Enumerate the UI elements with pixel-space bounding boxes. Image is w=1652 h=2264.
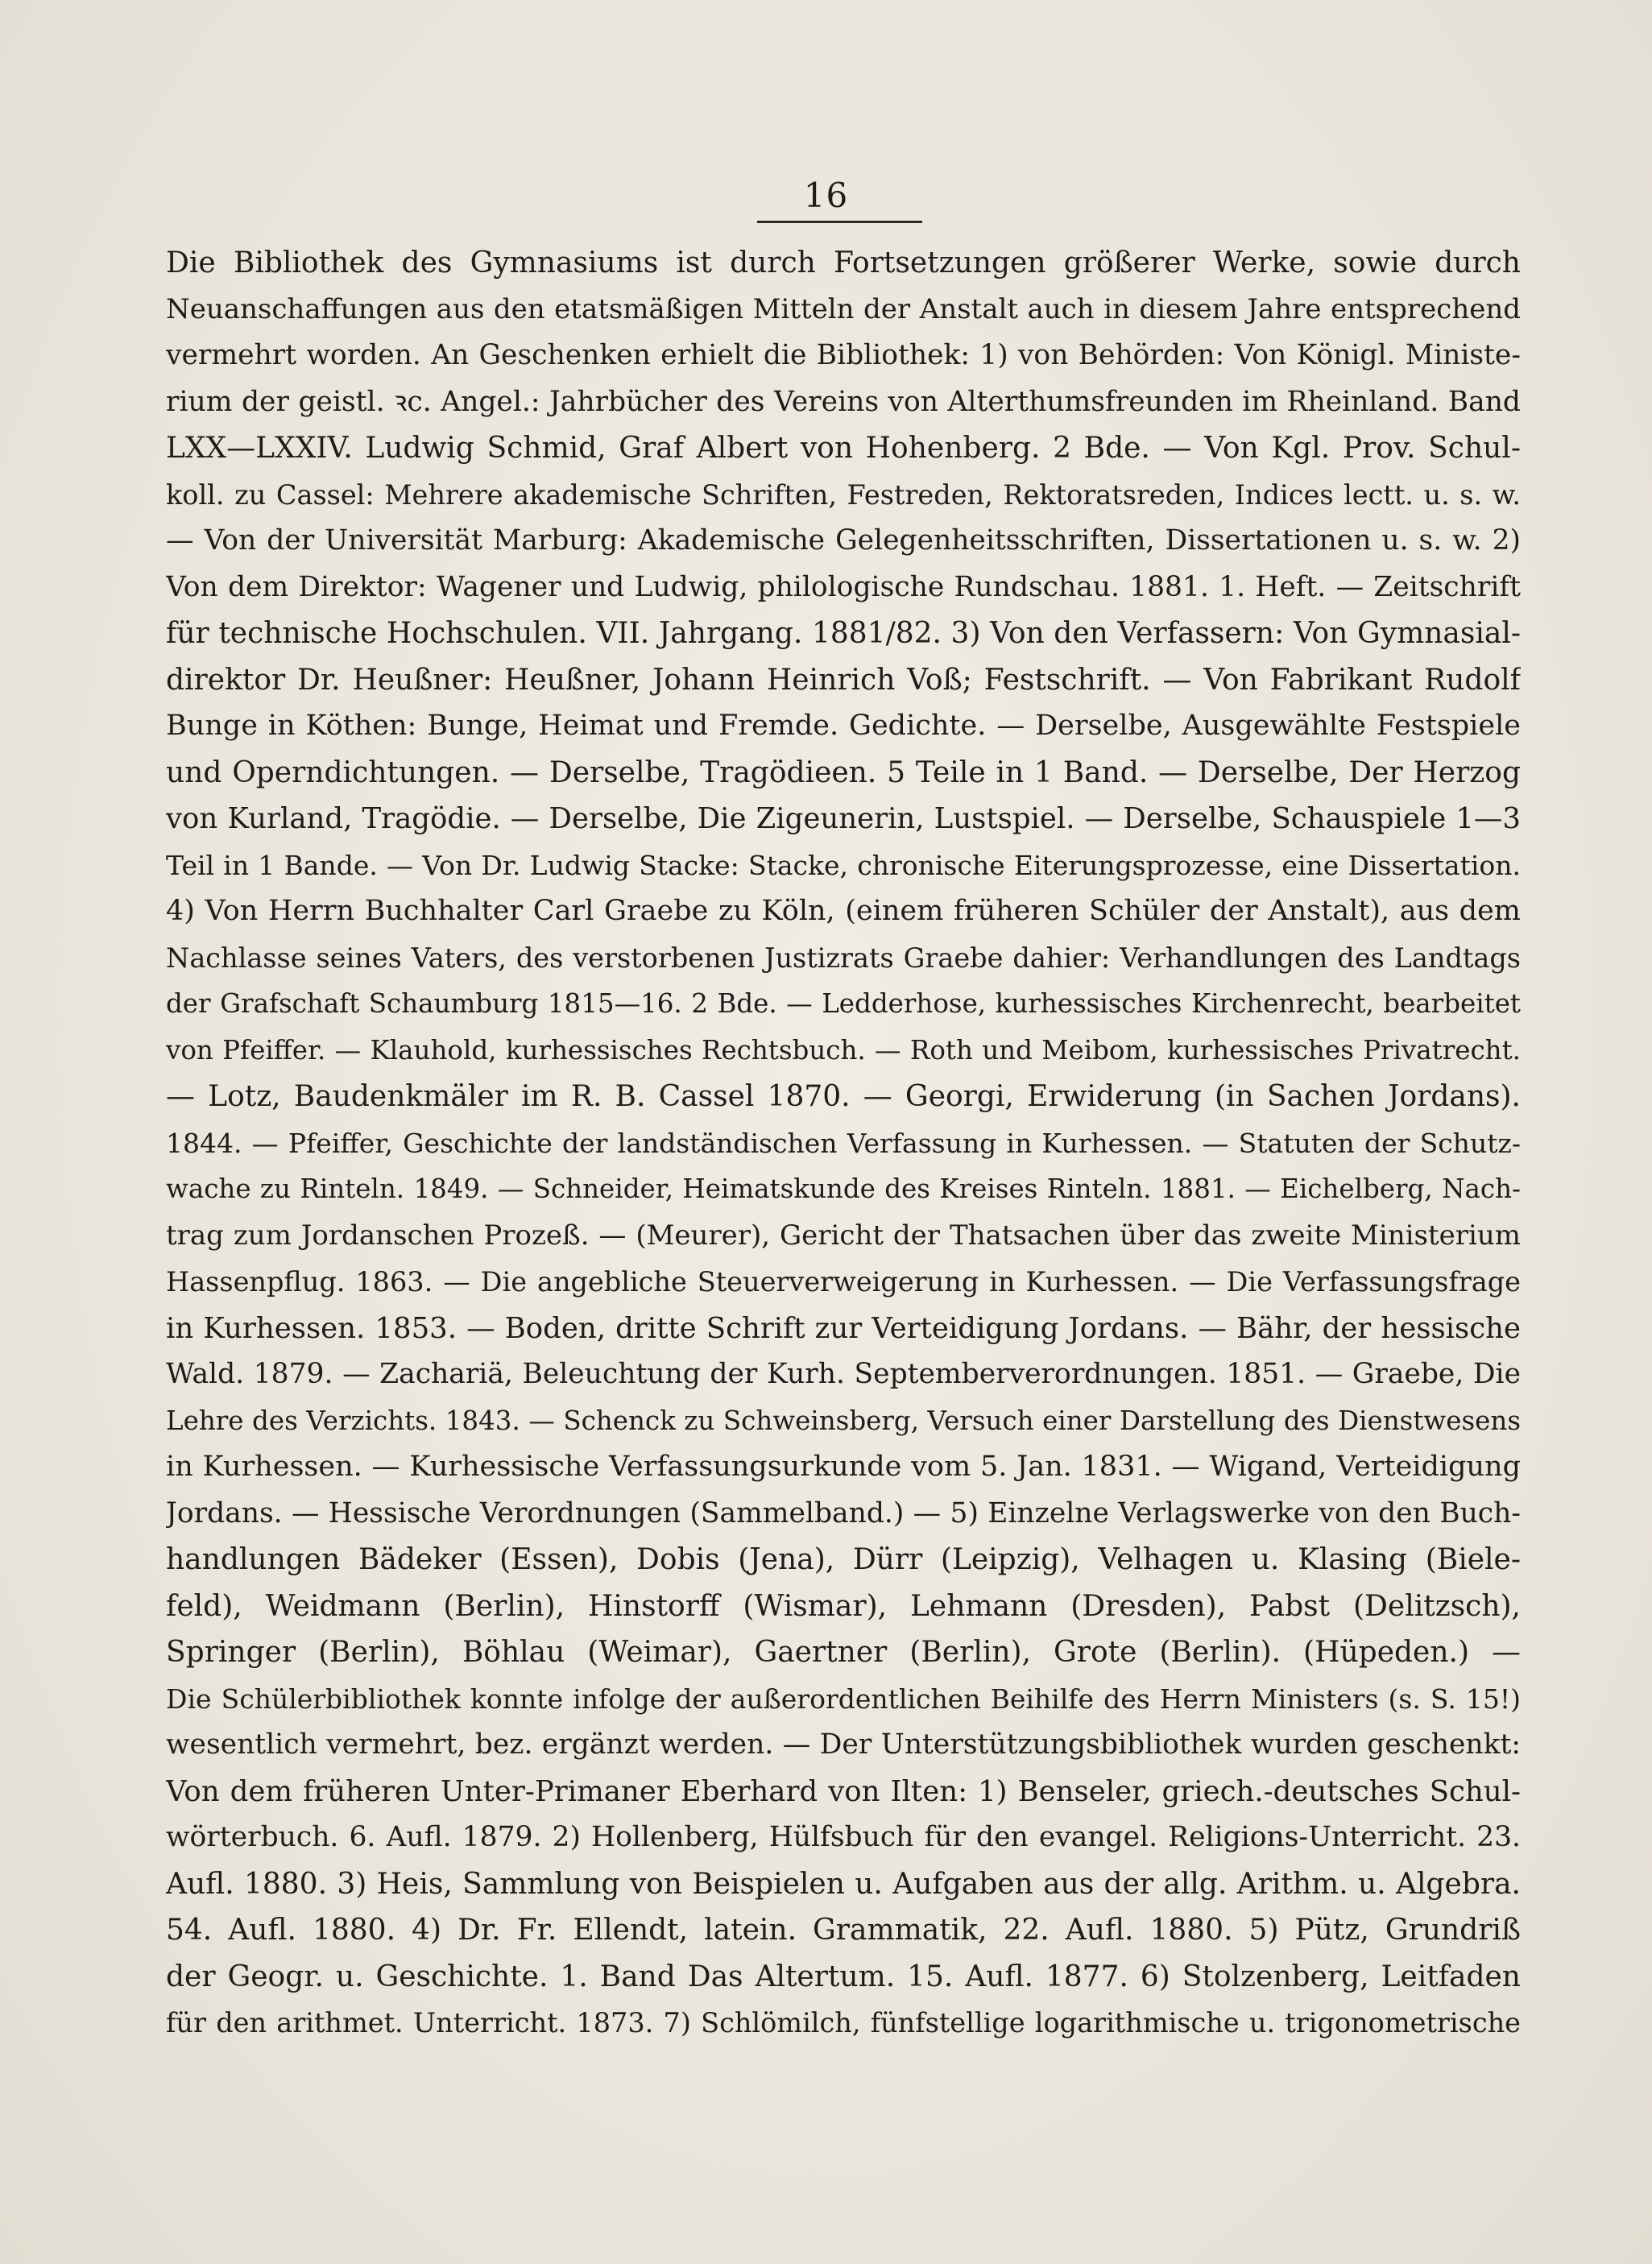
text-line: der Grafschaft Schaumburg 1815—16. 2 Bde. — Ledderhose, kurhessisches Kirchenrecht, bearbeitet bbox=[166, 988, 1521, 1019]
body-text bbox=[166, 240, 1521, 2047]
text-line: wache zu Rinteln. 1849. — Schneider, Heimatskunde des Kreises Rinteln. 1881. — Eichelberg, Nach- bbox=[166, 1173, 1521, 1204]
text-line: Springer (Berlin), Böhlau (Weimar), Gaertner (Berlin), Grote (Berlin). (Hüpeden.) — bbox=[166, 1636, 1521, 1669]
text-line: rium der geistl. ꝛc. Angel.: Jahrbücher des Vereins von Alterthumsfreunden im Rheinland. Band bbox=[166, 385, 1521, 418]
text-line: und Operndichtungen. — Derselbe, Tragödieen. 5 Teile in 1 Band. — Derselbe, Der Herzog bbox=[166, 755, 1521, 789]
text-line: in Kurhessen. — Kurhessische Verfassungsurkunde vom 5. Jan. 1831. — Wigand, Verteidigung bbox=[166, 1451, 1521, 1483]
text-line: Bunge in Köthen: Bunge, Heimat und Fremde. Gedichte. — Derselbe, Ausgewählte Festspiele bbox=[166, 710, 1521, 742]
page-number-rule bbox=[757, 221, 922, 223]
text-line: handlungen Bädeker (Essen), Dobis (Jena), Dürr (Leipzig), Velhagen u. Klasing (Biele- bbox=[166, 1543, 1521, 1576]
text-line: — Von der Universität Marburg: Akademische Gelegenheitsschriften, Dissertationen u. s. w. 2) bbox=[166, 524, 1521, 557]
page-number: 16 bbox=[803, 176, 849, 215]
text-line: wörterbuch. 6. Aufl. 1879. 2) Hollenberg, Hülfsbuch für den evangel. Religions-Unterricht. 23. bbox=[166, 1821, 1521, 1853]
text-line: Neuanschaffungen aus den etatsmäßigen Mitteln der Anstalt auch in diesem Jahre entsprechend bbox=[166, 292, 1521, 325]
text-line: Aufl. 1880. 3) Heis, Sammlung von Beispielen u. Aufgaben aus der allg. Arithm. u. Algebra. bbox=[166, 1867, 1521, 1901]
text-line: Von dem früheren Unter-Primaner Eberhard von Ilten: 1) Benseler, griech.-deutsches Schul- bbox=[166, 1774, 1521, 1808]
text-line: Wald. 1879. — Zachariä, Beleuchtung der Kurh. Septemberverordnungen. 1851. — Graebe, Die bbox=[166, 1358, 1521, 1390]
text-line: — Lotz, Baudenkmäler im R. B. Cassel 1870. — Georgi, Erwiderung (in Sachen Jordans). bbox=[166, 1080, 1521, 1113]
text-line: direktor Dr. Heußner: Heußner, Johann Heinrich Voß; Festschrift. — Von Fabrikant Rudolf bbox=[166, 663, 1521, 697]
text-line: koll. zu Cassel: Mehrere akademische Schriften, Festreden, Rektoratsreden, Indices lectt. u. s. w. bbox=[166, 478, 1521, 511]
text-line: Jordans. — Hessische Verordnungen (Sammelband.) — 5) Einzelne Verlagswerke von den Buch- bbox=[166, 1496, 1521, 1529]
text-line: wesentlich vermehrt, bez. ergänzt werden. — Der Unterstützungsbibliothek wurden geschenkt: bbox=[166, 1728, 1521, 1761]
text-line: der Geogr. u. Geschichte. 1. Band Das Altertum. 15. Aufl. 1877. 6) Stolzenberg, Leitfaden bbox=[166, 1960, 1521, 1993]
text-line: von Kurland, Tragödie. — Derselbe, Die Zigeunerin, Lustspiel. — Derselbe, Schauspiele 1—3 bbox=[166, 802, 1521, 835]
text-line: in Kurhessen. 1853. — Boden, dritte Schrift zur Verteidigung Jordans. — Bähr, der hessische bbox=[166, 1311, 1521, 1345]
text-line: von Pfeiffer. — Klauhold, kurhessisches Rechtsbuch. — Roth und Meibom, kurhessisches Privatrecht. bbox=[166, 1034, 1521, 1066]
text-line: Von dem Direktor: Wagener und Ludwig, philologische Rundschau. 1881. 1. Heft. — Zeitschrift bbox=[166, 570, 1521, 603]
text-line: vermehrt worden. An Geschenken erhielt die Bibliothek: 1) von Behörden: Von Königl. Ministe- bbox=[166, 339, 1521, 371]
text-line: für technische Hochschulen. VII. Jahrgang. 1881/82. 3) Von den Verfassern: Von Gymnasial- bbox=[166, 617, 1521, 650]
text-line: feld), Weidmann (Berlin), Hinstorff (Wismar), Lehmann (Dresden), Pabst (Delitzsch), bbox=[166, 1589, 1521, 1623]
text-line: Teil in 1 Bande. — Von Dr. Ludwig Stacke: Stacke, chronische Eiterungsprozesse, eine Dissertation. bbox=[166, 849, 1521, 881]
text-line: Die Schülerbibliothek konnte infolge der außerordentlichen Beihilfe des Herrn Ministers (s. S. 15!) bbox=[166, 1682, 1521, 1715]
text-line: trag zum Jordanschen Prozeß. — (Meurer), Gericht der Thatsachen über das zweite Ministerium bbox=[166, 1219, 1521, 1252]
text-line: LXX—LXXIV. Ludwig Schmid, Graf Albert von Hohenberg. 2 Bde. — Von Kgl. Prov. Schul- bbox=[166, 432, 1521, 465]
text-line: für den arithmet. Unterricht. 1873. 7) Schlömilch, fünfstellige logarithmische u. trigonometrische bbox=[166, 2007, 1521, 2038]
text-line: Hassenpflug. 1863. — Die angebliche Steuerverweigerung in Kurhessen. — Die Verfassungsfrage bbox=[166, 1266, 1521, 1298]
text-line: 1844. — Pfeiffer, Geschichte der landständischen Verfassung in Kurhessen. — Statuten der Schutz- bbox=[166, 1127, 1521, 1159]
text-line: Nachlasse seines Vaters, des verstorbenen Justizrats Graebe dahier: Verhandlungen des Landtags bbox=[166, 942, 1521, 974]
text-line: Lehre des Verzichts. 1843. — Schenck zu Schweinsberg, Versuch einer Darstellung des Dienstwesens bbox=[166, 1405, 1521, 1436]
text-line: 4) Von Herrn Buchhalter Carl Graebe zu Köln, (einem früheren Schüler der Anstalt), aus dem bbox=[166, 895, 1521, 927]
text-line: Die Bibliothek des Gymnasiums ist durch Fortsetzungen größerer Werke, sowie durch bbox=[166, 246, 1521, 279]
text-line: 54. Aufl. 1880. 4) Dr. Fr. Ellendt, latein. Grammatik, 22. Aufl. 1880. 5) Pütz, Grundriß bbox=[166, 1914, 1521, 1947]
